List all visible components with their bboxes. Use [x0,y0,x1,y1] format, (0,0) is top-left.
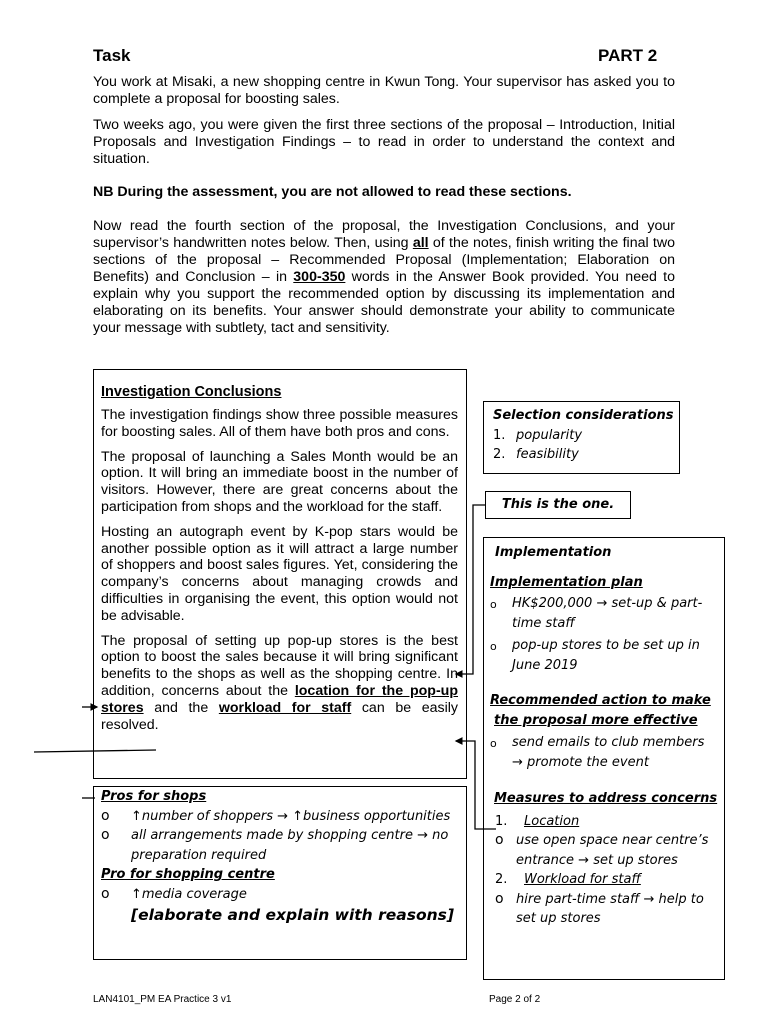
conclusions-paragraph: Hosting an autograph event by K-pop stars would be another possible option as it will attract a large number of shoppers and boost sales figures. Yet, considering the company’s concerns about managing crowds and difficulties in organising the event, this option would not be advisable. [101,523,458,624]
implementation-heading: Implementation [495,545,612,560]
intro-paragraph-3: Now read the fourth section of the proposal, the Investigation Conclusions, and your supervisor’s handwritten notes below. Then, using all of the notes, finish writing the final two sections of the proposal – Recommended Proposal (Implementation; Elaboration on Benefits) and Conclusion – in 300-350 words in the Answer Book provided. You need to explain why you support the recommended option by discussing its implementation and elaborating on its benefits. Your answer should demonstrate your ability to communicate your message with subtlety, tact and sensitivity. [93,218,675,336]
concern-location-label: 1. Location [495,813,580,829]
footer-page-number: Page 2 of 2 [489,994,541,1005]
conclusions-paragraph: The proposal of setting up pop-up stores is the best option to boost the sales because it will bring significant benefits to the shops as well as the shopping centre. In addition, concerns about the location for the pop-up stores and the workload for staff can be easily resolved. [101,632,459,733]
list-item: o HK$200,000 → set-up & part-time staff [490,596,703,631]
conclusions-paragraph: The proposal of launching a Sales Month would be an option. It will bring an immediate boost in the number of visitors. However, there are great concerns about the participation from shops and the workload for the staff. [101,448,458,515]
pros-for-shops-heading: Pros for shops [101,789,207,804]
emphasis-all: all [412,235,429,251]
list-item: 1. popularity [493,427,583,443]
recommended-action-heading-line-2: the proposal more effective [494,712,698,728]
selection-heading: Selection considerations [493,408,674,423]
footer-doc-code: LAN4101_PM EA Practice 3 v1 [93,994,232,1005]
list-item: o send emails to club members → promote the event [490,735,705,770]
list-item: o use open space near centre’s entrance → set up stores [495,832,709,868]
concern-workload-label: 2. Workload for staff [495,872,641,887]
list-item: o pop-up stores to be set up in June 2019 [490,638,700,673]
list-item: o ↑number of shoppers → ↑business opportunities [101,807,451,824]
intro-paragraph-1: You work at Misaki, a new shopping centre in Kwun Tong. Your supervisor has asked you to complete a proposal for boosting sales. [93,74,675,107]
arrow-line [456,505,485,674]
strike-line [34,750,156,752]
implementation-plan-heading: Implementation plan [490,574,643,590]
location-highlight: location for the pop-up stores [101,682,459,716]
list-item: o hire part-time staff → help to set up stores [495,890,704,926]
conclusions-heading: Investigation Conclusions [101,384,282,400]
measures-heading: Measures to address concerns [494,791,718,806]
list-item: 2. feasibility [493,447,579,462]
intro-paragraph-2: Two weeks ago, you were given the first three sections of the proposal – Introduction, Initial Proposals and Investigation Findings – to read in order to understand the context and situation. [93,117,675,167]
word-count: 300-350 [293,269,346,285]
pro-for-centre-heading: Pro for shopping centre [101,867,275,882]
recommended-action-heading: Recommended action to make [490,693,711,708]
workload-highlight: workload for staff [218,699,352,716]
list-item: o all arrangements made by shopping centre → no preparation required [101,827,449,863]
this-is-the-one-note: This is the one. [485,491,631,519]
nb-notice: NB During the assessment, you are not allowed to read these sections. [93,184,572,200]
elaborate-note: [elaborate and explain with reasons] [131,906,454,924]
part-title: PART 2 [598,46,658,65]
list-item: o ↑media coverage [101,885,247,902]
conclusions-paragraph: The investigation findings show three possible measures for boosting sales. All of them have both pros and cons. [101,407,458,440]
task-title: Task [93,46,131,65]
arrow-line [456,741,496,829]
